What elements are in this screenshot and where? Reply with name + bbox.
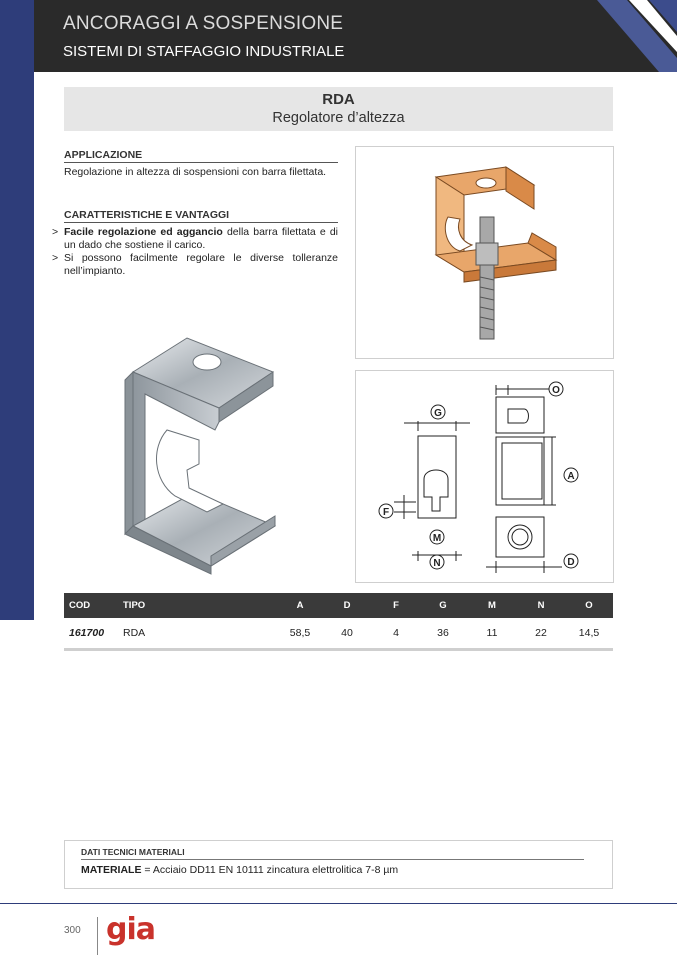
- dimension-label-m: M: [432, 533, 442, 544]
- applicazione-heading: APPLICAZIONE: [64, 149, 338, 163]
- dati-tecnici-box: [64, 840, 613, 889]
- dimension-label-g: G: [434, 408, 442, 419]
- materiale-text: MATERIALE = Acciaio DD11 EN 10111 zincatura elettrolitica 7-8 µm: [81, 864, 399, 876]
- page-number: 300: [64, 925, 81, 936]
- column-header-o: O: [585, 600, 593, 611]
- product-table: [64, 593, 613, 651]
- column-header-d: D: [343, 600, 351, 611]
- column-header-cod: COD: [69, 600, 91, 611]
- cell-tipo: RDA: [123, 627, 146, 639]
- dimension-label-f: F: [382, 507, 390, 518]
- cell-n: 22: [535, 627, 547, 639]
- side-accent-bar: [0, 72, 34, 620]
- product-code: RDA: [322, 91, 355, 108]
- table-header: [64, 593, 613, 618]
- dimension-label-d: D: [567, 557, 575, 568]
- column-header-a: A: [296, 600, 304, 611]
- header-accent-bar: [0, 0, 34, 72]
- product-name: Regolatore d’altezza: [272, 110, 405, 126]
- column-header-g: G: [439, 600, 447, 611]
- cell-cod: 161700: [69, 627, 105, 639]
- column-header-m: M: [488, 600, 496, 611]
- caratteristiche-list: [52, 226, 338, 278]
- footer-separator: [97, 917, 98, 955]
- caratteristiche-heading: CARATTERISTICHE E VANTAGGI: [64, 209, 338, 223]
- cell-g: 36: [437, 627, 449, 639]
- product-drawing-box: [355, 146, 614, 359]
- column-header-n: N: [537, 600, 545, 611]
- dati-tecnici-heading: DATI TECNICI MATERIALI: [81, 847, 584, 860]
- cell-a: 58,5: [289, 627, 311, 639]
- column-header-f: F: [393, 600, 399, 611]
- applicazione-text: Regolazione in altezza di sospensioni con barra filettata.: [64, 166, 327, 178]
- dimension-label-o: O: [552, 385, 560, 396]
- corner-stripes-decoration: [567, 0, 677, 72]
- list-item: > Si possono facilmente regolare le diverse tolleranze nell’impianto.: [52, 252, 338, 277]
- cell-m: 11: [486, 627, 498, 639]
- technical-drawing-box: [355, 370, 614, 583]
- product-illustration: [356, 147, 613, 358]
- product-photo: [115, 330, 285, 575]
- column-header-tipo: TIPO: [123, 600, 146, 611]
- cell-d: 40: [341, 627, 353, 639]
- list-item: > Facile regolazione ed aggancio della barra filettata e di un dado che sostiene il carico.: [52, 226, 338, 251]
- technical-drawing: [356, 371, 613, 582]
- cell-o: 14,5: [578, 627, 600, 639]
- page-header: [0, 0, 677, 72]
- product-title-box: [64, 87, 613, 131]
- table-row: [64, 618, 613, 651]
- subcategory-title: SISTEMI DI STAFFAGGIO INDUSTRIALE: [63, 43, 345, 60]
- gia-logo: gia: [106, 912, 156, 947]
- cell-f: 4: [393, 627, 399, 639]
- footer-divider: [0, 903, 677, 904]
- dimension-label-n: N: [433, 558, 441, 569]
- category-title: ANCORAGGI A SOSPENSIONE: [63, 13, 344, 34]
- dimension-label-a: A: [567, 471, 575, 482]
